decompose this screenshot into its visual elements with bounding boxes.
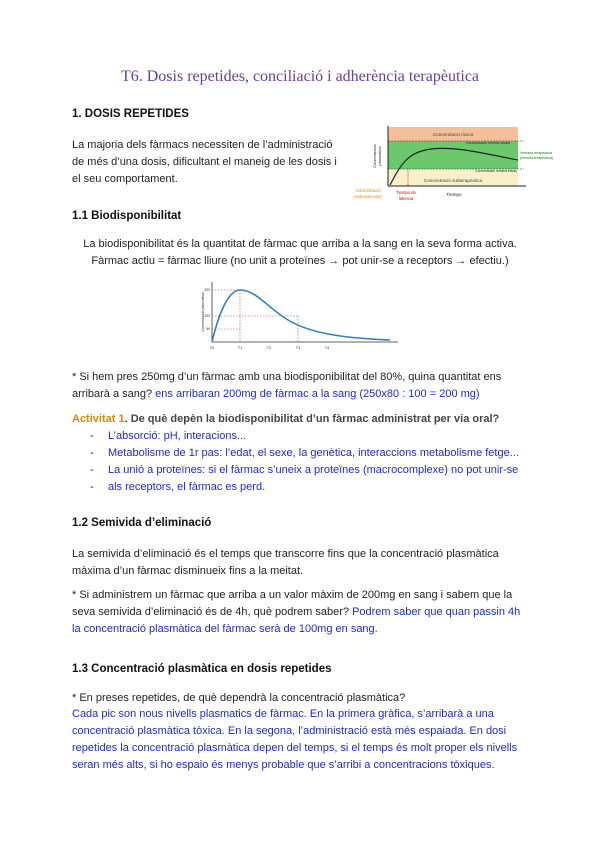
section-1-heading: 1. DOSIS REPETIDES — [72, 108, 189, 120]
section-1-line-3: el seu comportament. — [72, 173, 178, 185]
y-tick-200: 200 — [204, 288, 210, 292]
activity-question: . De què depèn la biodisponibilitat d’un fàrmac administrat per via oral? — [124, 413, 500, 425]
activity-label: Activitat 1 — [72, 413, 125, 425]
half-life-q-line-1: * Si administrem un fàrmac que arriba a un valor màxim de 200mg en sang i sabem que la — [72, 589, 513, 601]
admin-label-1: Administració — [355, 188, 381, 193]
y-label-1: Concentració — [372, 144, 377, 168]
question-line-1: * Si hem pres 250mg d’un fàrmac amb una biodisponibilitat del 80%, quina quantitat ens — [72, 371, 502, 383]
answer-line-4: seran més alts, si ho espaio és menys probable que s’arribi a concentracions tòxiques. — [72, 759, 495, 771]
y-tick-50: 50 — [206, 327, 210, 331]
half-life-question — [72, 587, 528, 638]
half-life-answer-start: Podrem saber que quan passin 4h — [352, 606, 521, 618]
therapeutic-label-1: Ventana terapèutica — [520, 151, 552, 155]
list-item: - L’absorció: pH, interacions... — [90, 428, 530, 445]
list-item: - La unió a proteïnes: si el fàrmac s’uneix a proteïnes (macrocomplexe) no pot unir-se — [90, 462, 530, 479]
therapeutic-zone — [388, 141, 518, 169]
half-life-q-line-2: seva semivida d’eliminació és de 4h, què podrem saber? Podrem saber que quan passin 4h — [72, 606, 521, 618]
list-item: - Metabolisme de 1r pas: l’edat, el sexe, la genètica, interaccions metabolisme fetge... — [90, 445, 530, 462]
definition-line-1: La biodisponibilitat és la quantitat de fàrmac que arriba a la sang en la seva forma activa. — [83, 238, 517, 250]
plasma-concentration-figure — [198, 278, 403, 354]
section-1-2-heading: 1.2 Semivida d’eliminació — [72, 517, 212, 529]
therapeutic-label-2: (finestra terapèutica) — [520, 156, 553, 160]
list-item-continuation: - als receptors, el fàrmac es perd. — [90, 479, 530, 496]
biodisponibility-definition — [60, 236, 540, 270]
toxic-label: Concentració tòxica — [432, 132, 474, 137]
min-effective-label: Concentració mínima eficaç — [475, 169, 517, 173]
y-tick-100: 100 — [204, 314, 210, 318]
time-axis-label: Tiempo — [446, 192, 462, 197]
half-life-definition — [72, 546, 528, 580]
half-life-line-2: màxima d’un fàrmac disminueix fins a la meitat. — [72, 565, 304, 577]
half-life-answer-end: la concentració plasmàtica del fàrmac serà de 100mg en sang. — [72, 623, 378, 635]
section-1-line-1: La majoria dels fàrmacs necessiten de l’administració — [72, 139, 333, 151]
x-tick-t0: T0 — [209, 346, 215, 350]
section-1-3-heading: 1.3 Concentració plasmàtica en dosis repetides — [72, 663, 332, 675]
activity-1 — [72, 411, 532, 428]
admin-label-2: (extravascular) — [354, 194, 382, 199]
repeated-doses-question: * En preses repetides, de què dependrà la concentració plasmàtica? — [72, 692, 406, 704]
bioavailability-question — [72, 369, 528, 403]
page-title: T6. Dosis repetides, conciliació i adherència terapèutica — [120, 68, 480, 85]
y-label-2: plasmàtica — [377, 146, 382, 166]
x-tick-t4: T4 — [324, 346, 330, 350]
answer-line-1: Cada pic son nous nivells plasmatics de fàrmac. En la primera gràfica, s’arribarà a una — [72, 708, 494, 720]
half-life-line-1: La semivida d’eliminació és el temps que transcorre fins que la concentració plasmàtica — [72, 548, 499, 560]
question-line-2: arribarà a sang? ens arribaran 200mg de fàrmac a la sang (250x80 : 100 = 200 mg) — [72, 388, 480, 400]
plasma-curve — [212, 290, 390, 342]
activity-answer-list — [90, 428, 530, 496]
x-tick-t1: T1 — [237, 346, 243, 350]
subtherapeutic-label: Concentració subterapèutica — [423, 178, 483, 183]
latency-label-1: Tiempo de — [396, 190, 416, 195]
therapeutic-window-figure — [346, 124, 553, 206]
question-answer: ens arribaran 200mg de fàrmac a la sang (250x80 : 100 = 200 mg) — [155, 388, 480, 400]
section-1-1-heading: 1.1 Biodisponibilitat — [72, 210, 182, 222]
y-axis-label: Concentració plasmàtica — [201, 292, 205, 332]
section-1-paragraph — [72, 137, 352, 188]
repeated-doses-answer — [72, 706, 528, 774]
min-toxic-label: Concentració mínima tòxica — [465, 141, 511, 145]
answer-line-2: concentració plasmàtica tòxica. En la segona, l’administració està més espaiada. En dosi — [72, 725, 507, 737]
x-tick-t2: T2 — [266, 346, 272, 350]
section-1-line-2: de més d’una dosis, dificultant el maneig de les dosis i — [72, 156, 337, 168]
definition-line-2: Fàrmac actiu = fàrmac lliure (no unit a proteïnes → pot unir-se a receptors → efectiu.) — [91, 255, 509, 267]
answer-line-3: repetides la concentració plasmàtica depen del temps, si el temps és molt proper els nivells — [72, 742, 518, 754]
x-tick-t3: T3 — [295, 346, 301, 350]
latency-label-2: latencia — [398, 196, 414, 201]
